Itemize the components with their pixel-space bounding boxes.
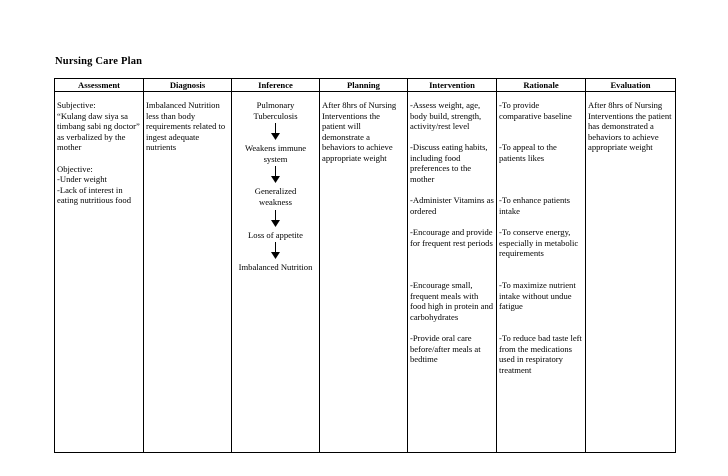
inference-cell xyxy=(232,92,320,453)
diagnosis-text: Imbalanced Nutrition less than body requirements related to ingest adequate nutrients xyxy=(146,100,226,153)
rationale-cell xyxy=(497,92,586,453)
objective-item: -Under weight xyxy=(57,174,107,185)
rationale-item: -To provide comparative baseline xyxy=(499,100,572,121)
rationale-item: -To appeal to the patients likes xyxy=(499,142,560,163)
header-inference: Inference xyxy=(232,79,320,92)
header-rationale: Rationale xyxy=(497,79,586,92)
evaluation-cell xyxy=(586,92,676,453)
down-arrow-icon xyxy=(271,242,280,259)
down-arrow-icon xyxy=(271,123,280,140)
down-arrow-icon xyxy=(271,210,280,227)
intervention-item: -Provide oral care before/after meals at bedtime xyxy=(410,333,483,365)
header-row xyxy=(55,79,676,92)
rationale-item: -To reduce bad taste left from the medications used in respiratory treatment xyxy=(499,333,585,375)
down-arrow-icon xyxy=(271,166,280,183)
objective-label: Objective: xyxy=(57,163,93,174)
intervention-item: -Administer Vitamins as ordered xyxy=(410,195,496,216)
assessment-cell xyxy=(55,92,144,453)
care-plan-table xyxy=(54,78,676,453)
evaluation-text: After 8hrs of Nursing Interventions the patient has demonstrated a behaviors to achieve appropriate weight xyxy=(588,100,672,153)
header-planning: Planning xyxy=(320,79,408,92)
inference-step: Weakens immune system xyxy=(244,143,307,164)
intervention-item: -Encourage and provide for frequent rest periods xyxy=(410,227,495,248)
objective-item: -Lack of interest in eating nutritious food xyxy=(57,184,131,206)
inference-step: Imbalanced Nutrition xyxy=(238,262,313,273)
subjective-label: Subjective: xyxy=(57,100,96,110)
header-evaluation: Evaluation xyxy=(586,79,676,92)
rationale-item: -To maximize nutrient intake without undue fatigue xyxy=(499,280,578,312)
diagnosis-cell xyxy=(144,92,232,453)
planning-text: After 8hrs of Nursing Interventions the patient will demonstrate a behaviors to achieve appropriate weight xyxy=(322,100,397,163)
header-assessment: Assessment xyxy=(55,79,144,92)
rationale-item: -To enhance patients intake xyxy=(499,195,573,216)
inference-step: Loss of appetite xyxy=(248,229,303,240)
intervention-item: -Discuss eating habits, including food preferences to the mother xyxy=(410,142,490,184)
inference-step: Generalized weakness xyxy=(254,186,297,207)
body-row xyxy=(55,92,676,453)
intervention-item: -Encourage small, frequent meals with food high in protein and carbohydrates xyxy=(410,280,496,322)
intervention-item: -Assess weight, age, body build, strength, activity/rest level xyxy=(410,100,484,132)
document-title: Nursing Care Plan xyxy=(55,56,143,67)
header-intervention: Intervention xyxy=(408,79,497,92)
rationale-item: -To conserve energy, especially in metabolic requirements xyxy=(499,227,581,259)
subjective-text: “Kulang daw siya sa timbang sabi ng doctor” as verbalized by the mother xyxy=(57,110,140,153)
inference-step: Pulmonary Tuberculosis xyxy=(253,100,298,121)
intervention-cell xyxy=(408,92,497,453)
header-diagnosis: Diagnosis xyxy=(144,79,232,92)
planning-cell xyxy=(320,92,408,453)
